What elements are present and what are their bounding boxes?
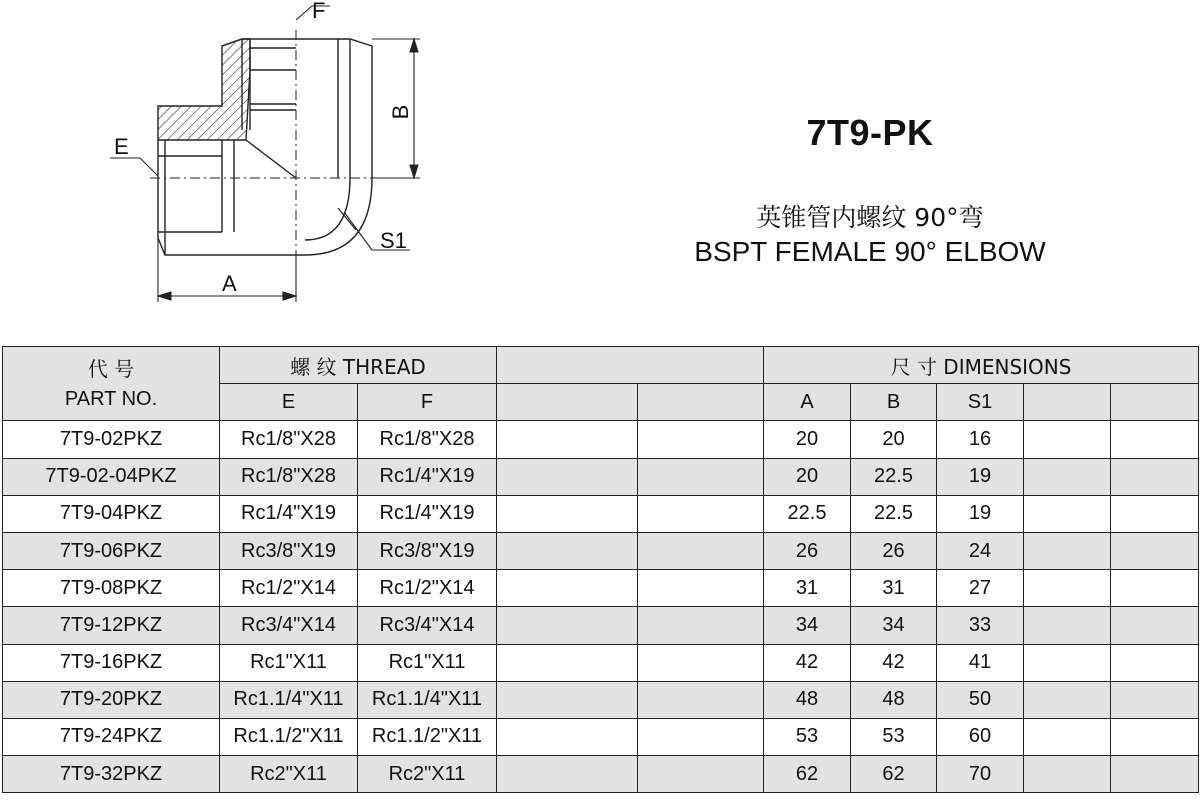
dimension-s1-cell: 41 <box>937 644 1024 681</box>
empty-cell <box>497 756 638 793</box>
empty-cell <box>497 458 638 495</box>
dimension-b-cell: 48 <box>851 681 937 718</box>
empty-cell <box>1024 458 1111 495</box>
empty-cell <box>497 644 638 681</box>
thread-f-cell: Rc1/4"X19 <box>358 458 497 495</box>
label-a: A <box>222 271 237 296</box>
part-number-header-cn: 代 号 <box>87 356 135 381</box>
dimension-b-cell: 62 <box>851 756 937 793</box>
empty-column-header <box>638 384 764 421</box>
part-number-cell: 7T9-08PKZ <box>3 570 220 607</box>
dimension-s1-cell: 27 <box>937 570 1024 607</box>
dimension-b-cell: 53 <box>851 718 937 755</box>
dimension-s1-cell: 19 <box>937 495 1024 532</box>
dimension-s1-cell: 24 <box>937 532 1024 569</box>
thread-e-cell: Rc1.1/2"X11 <box>220 718 358 755</box>
empty-cell <box>638 756 764 793</box>
dimension-a-cell: 31 <box>764 570 851 607</box>
part-number-cell: 7T9-24PKZ <box>3 718 220 755</box>
empty-cell <box>638 718 764 755</box>
product-name-chinese: 英锥管内螺纹 90°弯 <box>756 203 984 232</box>
dimension-s1-cell: 50 <box>937 681 1024 718</box>
thread-e-cell: Rc3/4"X14 <box>220 607 358 644</box>
empty-cell <box>1024 421 1111 458</box>
product-name-english: BSPT FEMALE 90° ELBOW <box>694 236 1046 267</box>
dimensions-header: 尺 寸 DIMENSIONS <box>764 347 1199 384</box>
empty-cell <box>638 681 764 718</box>
empty-cell <box>638 458 764 495</box>
empty-cell <box>1111 718 1199 755</box>
thread-e-cell: Rc1"X11 <box>220 644 358 681</box>
empty-cell <box>638 607 764 644</box>
table-row <box>3 681 1199 718</box>
part-number-cell: 7T9-20PKZ <box>3 681 220 718</box>
table-row <box>3 570 1199 607</box>
column-header-b: B <box>851 384 937 421</box>
part-number-cell: 7T9-02-04PKZ <box>3 458 220 495</box>
dimension-table <box>2 346 1199 793</box>
part-number-header-en: PART NO. <box>64 387 158 410</box>
table-row <box>3 495 1199 532</box>
column-header-f: F <box>358 384 497 421</box>
dimension-a-cell: 48 <box>764 681 851 718</box>
dimension-b-cell: 22.5 <box>851 495 937 532</box>
thread-e-cell: Rc1/8"X28 <box>220 421 358 458</box>
empty-cell <box>497 421 638 458</box>
empty-cell <box>1111 495 1199 532</box>
empty-cell <box>1024 756 1111 793</box>
label-s1: S1 <box>380 228 407 253</box>
empty-cell <box>1111 607 1199 644</box>
dimension-a-cell: 42 <box>764 644 851 681</box>
thread-f-cell: Rc1/8"X28 <box>358 421 497 458</box>
thread-e-cell: Rc1/4"X19 <box>220 495 358 532</box>
dimension-a-cell: 22.5 <box>764 495 851 532</box>
thread-e-cell: Rc1/8"X28 <box>220 458 358 495</box>
dimension-b-cell: 31 <box>851 570 937 607</box>
part-number-cell: 7T9-32PKZ <box>3 756 220 793</box>
dimension-s1-cell: 33 <box>937 607 1024 644</box>
thread-f-cell: Rc2"X11 <box>358 756 497 793</box>
empty-cell <box>638 644 764 681</box>
thread-f-cell: Rc3/8"X19 <box>358 532 497 569</box>
empty-cell <box>1024 644 1111 681</box>
blank-header <box>497 347 764 384</box>
dimension-b-cell: 26 <box>851 532 937 569</box>
dimension-b-cell: 22.5 <box>851 458 937 495</box>
thread-header: 螺 纹 THREAD <box>220 347 497 384</box>
empty-cell <box>1024 495 1111 532</box>
dimension-a-cell: 53 <box>764 718 851 755</box>
dimension-a-cell: 34 <box>764 607 851 644</box>
part-number-cell: 7T9-16PKZ <box>3 644 220 681</box>
dimension-a-cell: 20 <box>764 458 851 495</box>
part-number-cell: 7T9-06PKZ <box>3 532 220 569</box>
empty-cell <box>497 718 638 755</box>
empty-cell <box>497 607 638 644</box>
label-f: F <box>312 0 326 23</box>
thread-f-cell: Rc1/2"X14 <box>358 570 497 607</box>
part-number-cell: 7T9-12PKZ <box>3 607 220 644</box>
table-row <box>3 421 1199 458</box>
thread-e-cell: Rc1/2"X14 <box>220 570 358 607</box>
empty-cell <box>1111 644 1199 681</box>
fitting-body <box>158 39 372 255</box>
empty-cell <box>497 570 638 607</box>
empty-cell <box>1024 681 1111 718</box>
dimension-b-cell: 20 <box>851 421 937 458</box>
table-row <box>3 607 1199 644</box>
dimension-a-cell: 62 <box>764 756 851 793</box>
thread-e-cell: Rc1.1/4"X11 <box>220 681 358 718</box>
dimension-s1-cell: 16 <box>937 421 1024 458</box>
part-number-header <box>3 347 220 421</box>
empty-column-header <box>497 384 638 421</box>
empty-cell <box>1024 718 1111 755</box>
model-number: 7T9-PK <box>806 112 934 153</box>
empty-cell <box>497 681 638 718</box>
empty-cell <box>1111 681 1199 718</box>
dimension-s1-cell: 70 <box>937 756 1024 793</box>
empty-cell <box>1111 570 1199 607</box>
part-number-cell: 7T9-02PKZ <box>3 421 220 458</box>
empty-cell <box>638 570 764 607</box>
empty-cell <box>1111 756 1199 793</box>
dimension-b-cell: 42 <box>851 644 937 681</box>
table-row <box>3 532 1199 569</box>
thread-f-cell: Rc1.1/2"X11 <box>358 718 497 755</box>
dimension-s1-cell: 60 <box>937 718 1024 755</box>
thread-f-cell: Rc3/4"X14 <box>358 607 497 644</box>
empty-cell <box>638 495 764 532</box>
empty-cell <box>1024 532 1111 569</box>
part-number-cell: 7T9-04PKZ <box>3 495 220 532</box>
table-row <box>3 718 1199 755</box>
thread-e-cell: Rc2"X11 <box>220 756 358 793</box>
empty-column-header <box>1111 384 1199 421</box>
table-row <box>3 458 1199 495</box>
table-row <box>3 756 1199 793</box>
thread-e-cell: Rc3/8"X19 <box>220 532 358 569</box>
empty-cell <box>1024 607 1111 644</box>
empty-cell <box>1111 421 1199 458</box>
table-row <box>3 644 1199 681</box>
empty-column-header <box>1024 384 1111 421</box>
empty-cell <box>497 495 638 532</box>
label-e: E <box>114 134 129 159</box>
label-b: B <box>388 104 413 120</box>
thread-f-cell: Rc1/4"X19 <box>358 495 497 532</box>
empty-cell <box>1024 570 1111 607</box>
column-header-a: A <box>764 384 851 421</box>
column-header-s1: S1 <box>937 384 1024 421</box>
dimension-s1-cell: 19 <box>937 458 1024 495</box>
thread-f-cell: Rc1"X11 <box>358 644 497 681</box>
empty-cell <box>638 532 764 569</box>
empty-cell <box>638 421 764 458</box>
empty-cell <box>497 532 638 569</box>
column-header-e: E <box>220 384 358 421</box>
dimension-b-cell: 34 <box>851 607 937 644</box>
elbow-fitting-drawing <box>0 0 600 320</box>
dimension-a-cell: 20 <box>764 421 851 458</box>
empty-cell <box>1111 458 1199 495</box>
empty-cell <box>1111 532 1199 569</box>
thread-f-cell: Rc1.1/4"X11 <box>358 681 497 718</box>
dimension-a-cell: 26 <box>764 532 851 569</box>
